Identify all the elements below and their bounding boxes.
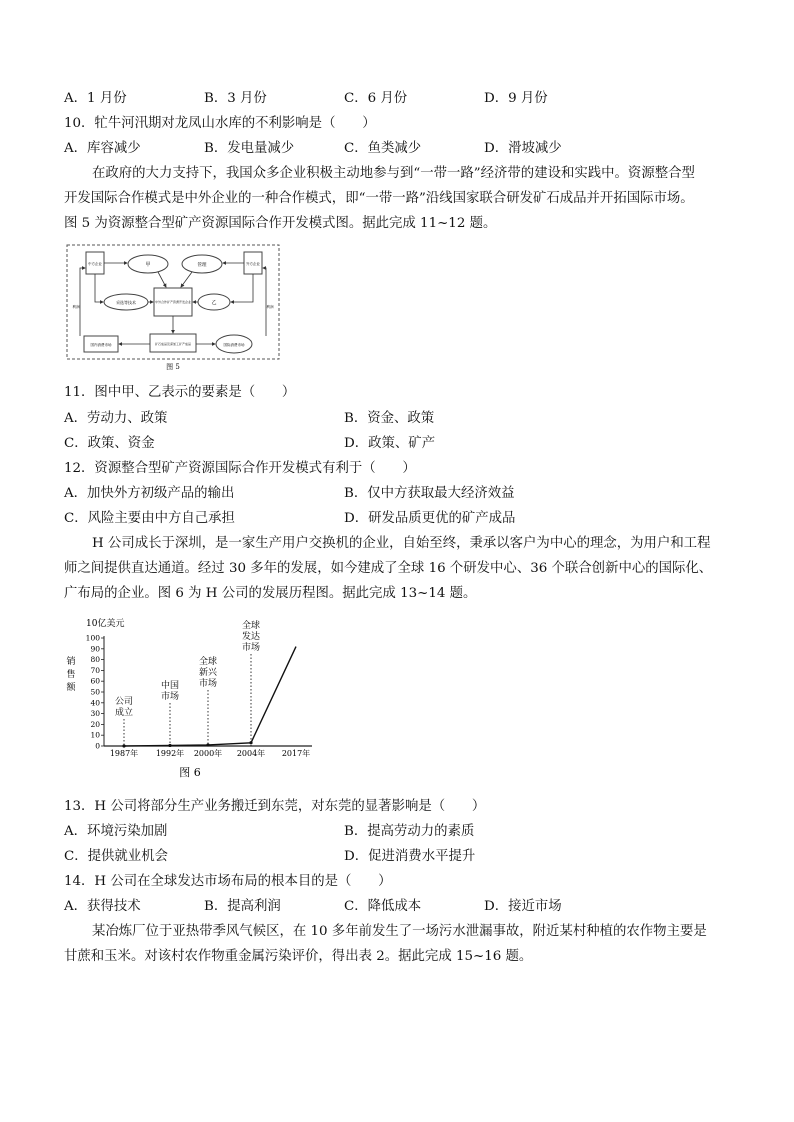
q12-stem: 12．资源整合型矿产资源国际合作开发模式有利于（ ） (64, 461, 416, 476)
passage2-line1: H 公司成长于深圳，是一家生产用户交换机的企业，自始至终，秉承以客户为中心的理念，为用户和工程 (92, 536, 711, 551)
q11-option-b: B．资金、政策 (344, 411, 435, 426)
q11-stem: 11．图中甲、乙表示的要素是（ ） (64, 385, 296, 400)
left-profit-label: 利润 (72, 305, 80, 309)
q14-stem: 14．H 公司在全球发达市场布局的根本目的是（ ） (64, 874, 392, 889)
q12-option-d: D．研发品质更优的矿产成品 (344, 511, 516, 526)
y-tick-label: 80 (90, 655, 100, 665)
figure-5-diagram (66, 244, 280, 372)
figure-5-caption: 图 5 (166, 363, 180, 371)
arrow-jia-to-center (158, 272, 166, 287)
figure-6-chart (66, 616, 326, 782)
q11-option-d: D．政策、矿产 (344, 436, 436, 451)
passage1-line2: 开发国际合作模式是中外企业的一种合作模式，即“一带一路”沿线国家联合研发矿石成品并开拓国际市场。 (64, 191, 694, 206)
q12-option-a: A．加快外方初级产品的输出 (64, 486, 235, 501)
chart-annotation: 全球发达市场 (241, 621, 261, 653)
manage-label: 管理 (197, 263, 207, 268)
passage3-line2: 甘蔗和玉米。对该村农作物重金属污染评价，得出表 2。据此完成 15~16 题。 (64, 949, 533, 964)
q14-option-a: A．获得技术 (64, 899, 141, 914)
q12-option-c: C．风险主要由中方自己承担 (64, 511, 235, 526)
data-point (122, 744, 125, 747)
passage1-line1: 在政府的大力支持下，我国众多企业积极主动地参与到“一带一路”经济带的建设和实践中。资源整合型 (92, 166, 695, 181)
x-tick-label: 1992年 (155, 749, 185, 758)
arrow-intl-profit-up (263, 268, 266, 336)
q10-option-a: A．库容减少 (64, 141, 141, 156)
y-tick-label: 60 (90, 676, 100, 686)
q14-option-c: C．降低成本 (344, 899, 422, 914)
y-tick-label: 50 (90, 687, 100, 697)
arrow-domestic-profit-up (80, 268, 85, 336)
foreign-company-label: 外方企业 (246, 262, 260, 266)
q10-option-b: B．发电量减少 (204, 141, 295, 156)
product-label: 矿石成品及深加工矿产成品 (154, 342, 192, 346)
arrow-foreign-down-to-yi (231, 274, 253, 302)
y-tick-label: 0 (95, 741, 100, 751)
q9-option-d: D．9 月份 (484, 91, 548, 106)
x-tick-label: 2000年 (193, 749, 223, 758)
q14-option-b: B．提高利润 (204, 899, 281, 914)
tech-label: 采选等技术 (116, 300, 136, 305)
q10-option-d: D．滑坡减少 (484, 141, 562, 156)
y-tick-label: 20 (90, 719, 100, 729)
data-point (168, 744, 171, 747)
chart-ylabel (66, 655, 76, 693)
passage3-line1: 某冶炼厂位于亚热带季风气候区，在 10 多年前发生了一场污水泄漏事故，附近某村种植的农作物主要是 (92, 924, 707, 939)
q13-stem: 13．H 公司将部分生产业务搬迁到东莞，对东莞的显著影响是（ ） (64, 799, 486, 814)
arrow-cn-down-to-tech (95, 274, 103, 302)
arrow-manage-to-center (181, 272, 192, 287)
domestic-market-label: 国内消费市场 (90, 343, 112, 347)
jia-label: 甲 (145, 262, 151, 268)
chart-annotation: 全球新兴市场 (198, 657, 218, 689)
q12-option-b: B．仅中方获取最大经济效益 (344, 486, 515, 501)
y-tick-label: 10 (90, 730, 100, 740)
q10-stem: 10．牤牛河汛期对龙凤山水库的不利影响是（ ） (64, 116, 376, 131)
chart-ylabel-text: 销售额 (66, 657, 76, 693)
data-point (249, 741, 252, 744)
q13-option-c: C．提供就业机会 (64, 849, 168, 864)
center-label: 中外合作矿产资源开发企业 (154, 300, 192, 304)
chart-annotation: 中国市场 (160, 681, 180, 702)
q9-option-b: B．3 月份 (204, 91, 267, 106)
cn-company-label: 中方企业 (88, 262, 102, 266)
x-tick-label: 1987年 (109, 749, 139, 758)
y-tick-label: 100 (85, 633, 100, 643)
y-tick-label: 30 (90, 709, 100, 719)
figure-6-caption: 图 6 (179, 766, 201, 779)
q9-option-c: C．6 月份 (344, 91, 408, 106)
data-point (206, 743, 209, 746)
right-profit-label: 利润 (266, 305, 274, 309)
q13-option-a: A．环境污染加剧 (64, 824, 168, 839)
y-tick-label: 40 (90, 698, 100, 708)
x-tick-label: 2017年 (281, 749, 311, 758)
intl-market-label: 国际消费市场 (223, 343, 245, 347)
q10-option-c: C．鱼类减少 (344, 141, 422, 156)
q13-option-d: D．促进消费水平提升 (344, 849, 476, 864)
q14-option-d: D．接近市场 (484, 899, 562, 914)
chart-unit-label: 10亿美元 (86, 619, 125, 629)
chart-annotation: 公司成立 (114, 697, 134, 718)
passage2-line2: 师之间提供直达通道。经过 30 多年的发展，如今建成了全球 16 个研发中心、36 个联合创新中心的国际化、 (64, 561, 713, 576)
y-tick-label: 70 (90, 665, 100, 675)
yi-label: 乙 (211, 300, 217, 306)
x-tick-label: 2004年 (236, 749, 266, 758)
q13-option-b: B．提高劳动力的素质 (344, 824, 475, 839)
passage1-line3: 图 5 为资源整合型矿产资源国际合作开发模式图。据此完成 11~12 题。 (64, 216, 497, 231)
q11-option-a: A．劳动力、政策 (64, 411, 168, 426)
q9-option-a: A．1 月份 (64, 91, 127, 106)
q11-option-c: C．政策、资金 (64, 436, 155, 451)
passage2-line3: 广布局的企业。图 6 为 H 公司的发展历程图。据此完成 13~14 题。 (64, 586, 477, 601)
y-tick-label: 90 (90, 644, 100, 654)
